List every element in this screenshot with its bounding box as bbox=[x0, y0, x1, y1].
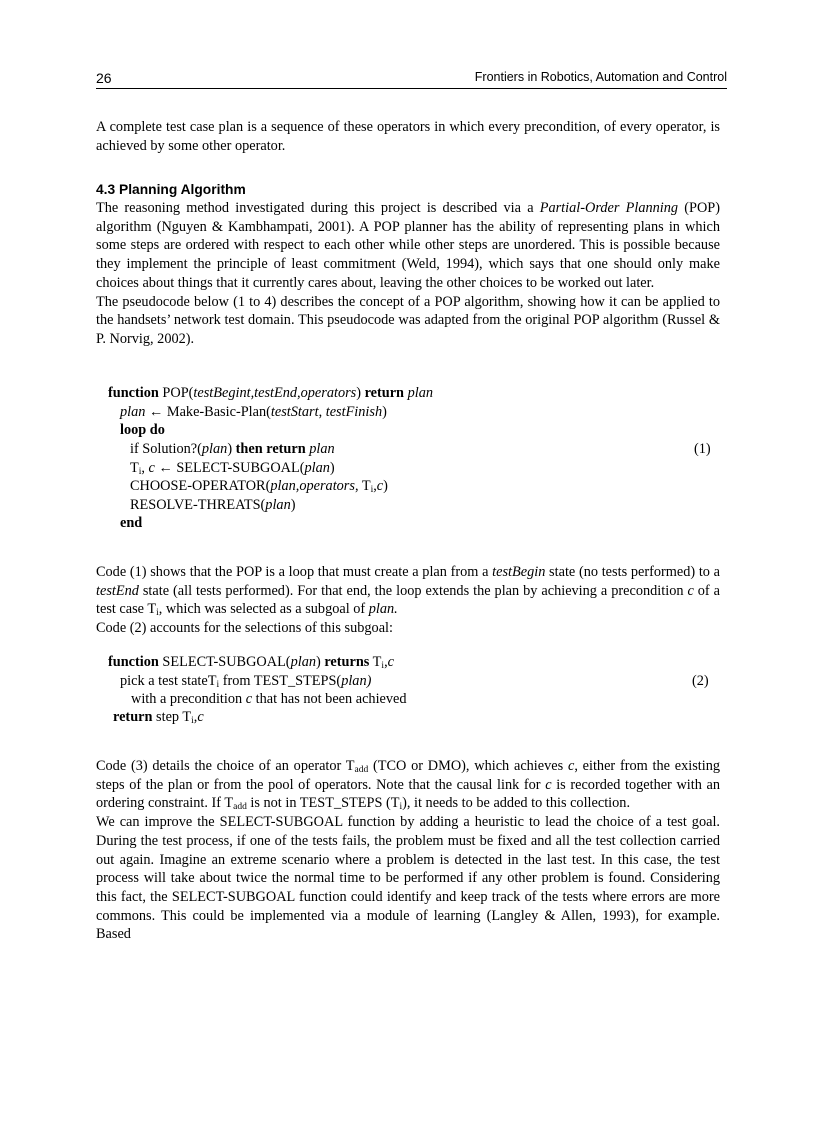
code2-line1: function SELECT-SUBGOAL(plan) returns $T_i,c$ bbox=[108, 654, 394, 671]
journal-title: Frontiers in Robotics, Automation and Control bbox=[474, 70, 727, 84]
equation-number-2: (2) bbox=[692, 673, 709, 689]
code1-line5: $T_i$, c ← SELECT-SUBGOAL(plan) bbox=[130, 460, 335, 477]
section-paragraph-2: The pseudocode below (1 to 4) describes the concept of a POP algorithm, showing how it can be applied to the handsets’ network test domain. This pseudocode was adapted from the original POP algorithm (Russel & P. Norvig, 2002). bbox=[96, 293, 720, 347]
intro-text: A complete test case plan is a sequence of these operators in which every precondition, of every operator, is achieved by some other operator. bbox=[96, 119, 720, 154]
code1-line1: function POP(testBegint,testEnd,operators) return plan bbox=[108, 385, 434, 401]
code1-explanation bbox=[96, 563, 720, 638]
intro-paragraph bbox=[96, 118, 720, 155]
section-body bbox=[96, 199, 720, 349]
code1-line6: CHOOSE-OPERATOR(plan,operators, $T_i,c$) bbox=[130, 478, 388, 495]
page-number: 26 bbox=[96, 70, 112, 86]
code1-line8: end bbox=[120, 515, 143, 531]
section-heading: 4.3 Planning Algorithm bbox=[96, 182, 246, 197]
final-paragraph: We can improve the SELECT-SUBGOAL function by adding a heuristic to lead the choice of a test goal. During the test process, if one of the tests fails, the problem must be fixed and all the test collection carried out again. Imagine an extreme scenario where a problem is detected in the last test. In this case, the test process will take about twice the normal time to be performed if any other problem is found. Considering this fact, the SELECT-SUBGOAL function could identify and keep track of the tests where errors are more commons. This could be implemented via a module of learning (Langley & Allen, 1993), for example. Based bbox=[96, 814, 720, 943]
code2-line3: with a precondition c that has not been achieved bbox=[131, 691, 407, 707]
code3-explanation bbox=[96, 757, 720, 944]
equation-number-1: (1) bbox=[694, 441, 711, 457]
code1-line3: loop do bbox=[120, 422, 165, 438]
code2-line2: pick a test stateT$_i$ from TEST_STEPS(plan) bbox=[120, 673, 372, 690]
code1-explanation-text: Code (1) shows that the POP is a loop that must create a plan from a testBegin state (no tests performed) to a testEnd state (all tests performed). For that end, the loop extends the plan by achieving a precondition c of a test case $T_i$, which was selected as a subgoal of plan. bbox=[96, 564, 720, 619]
code1-line7: RESOLVE-THREATS(plan) bbox=[130, 497, 296, 513]
code1-line4: if Solution?(plan) then return plan bbox=[130, 441, 335, 457]
code1-line2: plan ← Make-Basic-Plan(testStart, testFinish) bbox=[120, 404, 387, 420]
code3-explanation-text: Code (3) details the choice of an operator $T_{add}$ (TCO or DMO), which achieves c, either from the existing steps of the plan or from the pool of operators. Note that the causal link for c is recorded together with an ordering constraint. If $T_{add}$ is not in TEST_STEPS $(T_i)$, it needs to be added to this collection. bbox=[96, 758, 721, 813]
code2-intro: Code (2) accounts for the selections of this subgoal: bbox=[96, 620, 393, 637]
section-paragraph-1: The reasoning method investigated during this project is described via a Partial-Order Planning (POP) algorithm (Nguyen & Kambhampati, 2001). A POP planner has the ability of representing plans in which some steps are ordered with respect to each other while other steps are unordered. This is possible because they implement the principle of least commitment (Weld, 1994), which says that one should only make choices about things that it currently cares about, leaving the other choices to be worked out later. bbox=[96, 200, 720, 291]
running-header bbox=[96, 70, 727, 89]
code2-line4: return step $T_i,c$ bbox=[113, 709, 204, 726]
